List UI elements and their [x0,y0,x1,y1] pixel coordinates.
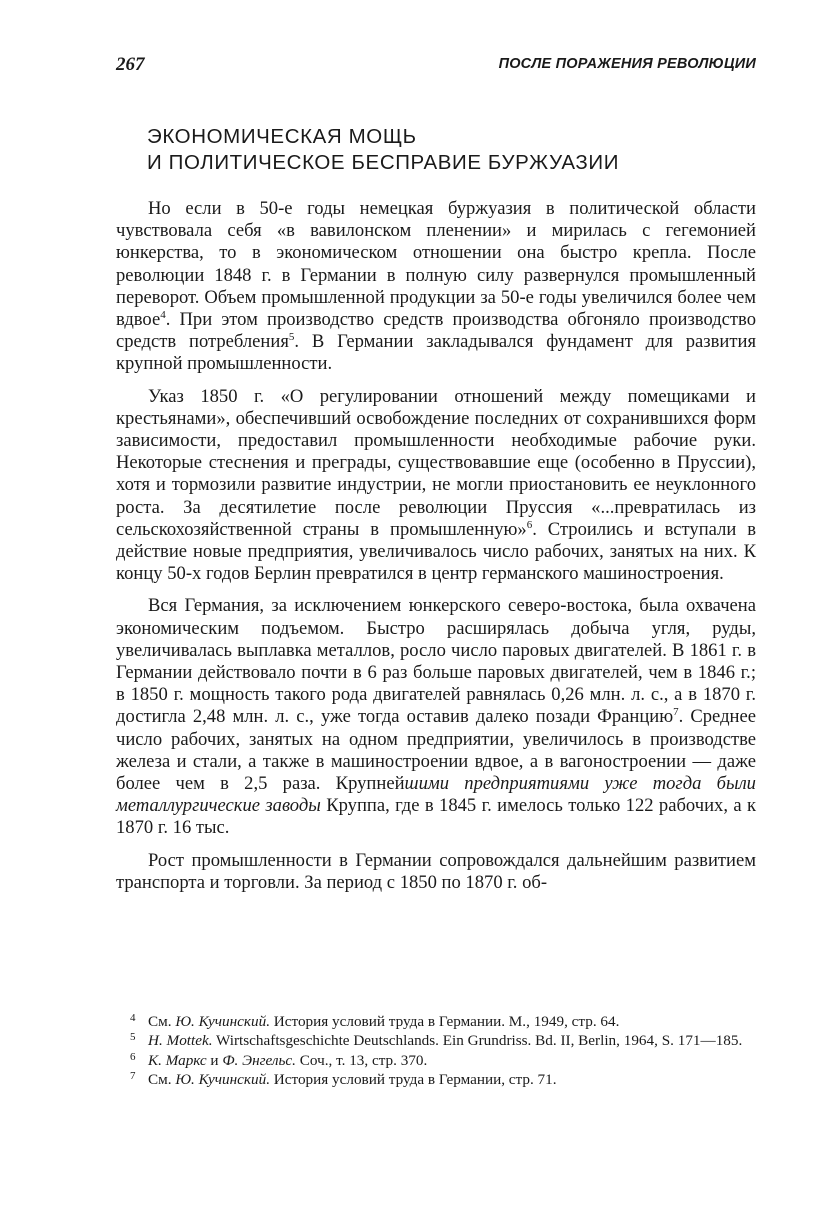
paragraph-4 [116,850,756,894]
footnote-text: и [206,1051,223,1069]
footnote-ref: 6 [526,518,533,531]
paragraph-text: . Строились и вступали в действие новые предприятия, увеличивалось число рабочих, занятых на них. К концу 50-х годов Берлин превратился в центр германского машиностроения. [116,518,757,585]
page-number: 267 [116,54,145,75]
footnote-6 [116,1051,756,1070]
footnote-author: К. Маркс [148,1051,207,1069]
footnote-text: История условий труда в Германии. М., 1949, стр. 64. [270,1013,620,1030]
chapter-title [147,124,747,176]
paragraph-text: . В Германии закладывался фундамент для развития крупной промышленности. [116,331,757,375]
running-head: ПОСЛЕ ПОРАЖЕНИЯ РЕВОЛЮЦИИ [498,56,756,72]
footnote-text: История условий труда в Германии, стр. 71. [270,1071,557,1089]
paragraph-text: Указ 1850 г. «О регулировании отношений между помещиками и крестьянами», обеспечивший освобождение последних от сохранившихся форм зависимости, предоставил промышленности необходимые рабочие руки. Некоторые стеснения и преграды, существовавшие еще (особенно в Пруссии), хотя и тормозили развитие индустрии, не могли приостановить ее неуклонного роста. За десятилетие после революции Пруссия «...превратилась из сельскохозяйственной страны в промышленную» [116,385,756,540]
paragraph-3 [116,595,756,839]
footnote-author: H. Mottek. [148,1032,213,1050]
chapter-title-line-2: И ПОЛИТИЧЕСКОЕ БЕСПРАВИЕ БУРЖУАЗИИ [147,151,620,174]
footnote-mark: 6 [130,1050,136,1063]
paragraph-text: Вся Германия, за исключением юнкерского северо-востока, была охвачена экономическим подъемом. Быстро расширялась добыча угля, руды, увеличивалась выплавка металлов, росло число паровых двигателей. В 1861 г. в Германии действовало почти в 6 раз больше паровых двигателей, чем в 1846 г.; в 1850 г. мощность такого рода двигателей равнялась 0,26 млн. л. с., а в 1870 г. достигла 2,48 млн. л. с., уже тогда оставив далеко позади Францию [116,595,756,728]
footnote-ref: 5 [288,331,295,344]
footnote-author: Ю. Кучинский. [175,1013,270,1030]
footnote-mark: 5 [130,1031,136,1044]
page-header [116,54,756,78]
footnote-author: Ф. Энгельс. [222,1051,296,1069]
paragraph-1 [116,198,756,376]
footnote-ref: 4 [160,308,166,321]
body-text [116,198,756,894]
paragraph-text: . Среднее число рабочих, занятых на одном предприятии, увеличилось в производстве железа и стали, а также в машиностроении вдвое, а в вагоностроении — даже более чем в 2,5 раза. Крупней [116,706,756,795]
footnote-7 [116,1070,756,1089]
footnotes [116,1012,756,1090]
footnote-text: Соч., т. 13, стр. 370. [295,1051,428,1069]
footnote-text: Wirtschaftsgeschichte Deutschlands. Ein Grundriss. Bd. II, Berlin, 1964, S. 171—185. [212,1032,743,1050]
paragraph-italic-text: шими предприятиями уже тогда были металлургические заводы [116,773,756,817]
paragraph-text: Но если в 50-е годы немецкая буржуазия в политической области чувствовала себя «в вавилонском пленении» и мирилась с гегемонией юнкерства, то в экономическом отношении она быстро крепла. После революции 1848 г. в Германии в полную силу развернулся промышленный переворот. Объем промышленной продукции за 50-е годы увеличился более чем вдвое [116,198,756,331]
footnote-mark: 7 [130,1070,136,1083]
footnote-ref: 7 [673,706,679,719]
footnote-4 [116,1012,756,1031]
footnote-prefix: См. [148,1013,176,1030]
paragraph-text: Рост промышленности в Германии сопровождался дальнейшим развитием транспорта и торговли. За период с 1850 по 1870 г. об- [116,849,756,893]
footnote-author: Ю. Кучинский. [175,1071,270,1089]
paragraph-2 [116,386,756,586]
paragraph-text: Круппа, где в 1845 г. имелось только 122 рабочих, а к 1870 г. 16 тыс. [116,795,757,839]
footnote-mark: 4 [130,1012,136,1024]
footnote-prefix: См. [148,1071,176,1089]
paragraph-text: . При этом производство средств производства обгоняло производство средств потребления [116,309,756,353]
footnote-5 [116,1031,756,1050]
chapter-title-line-1: ЭКОНОМИЧЕСКАЯ МОЩЬ [147,125,417,148]
